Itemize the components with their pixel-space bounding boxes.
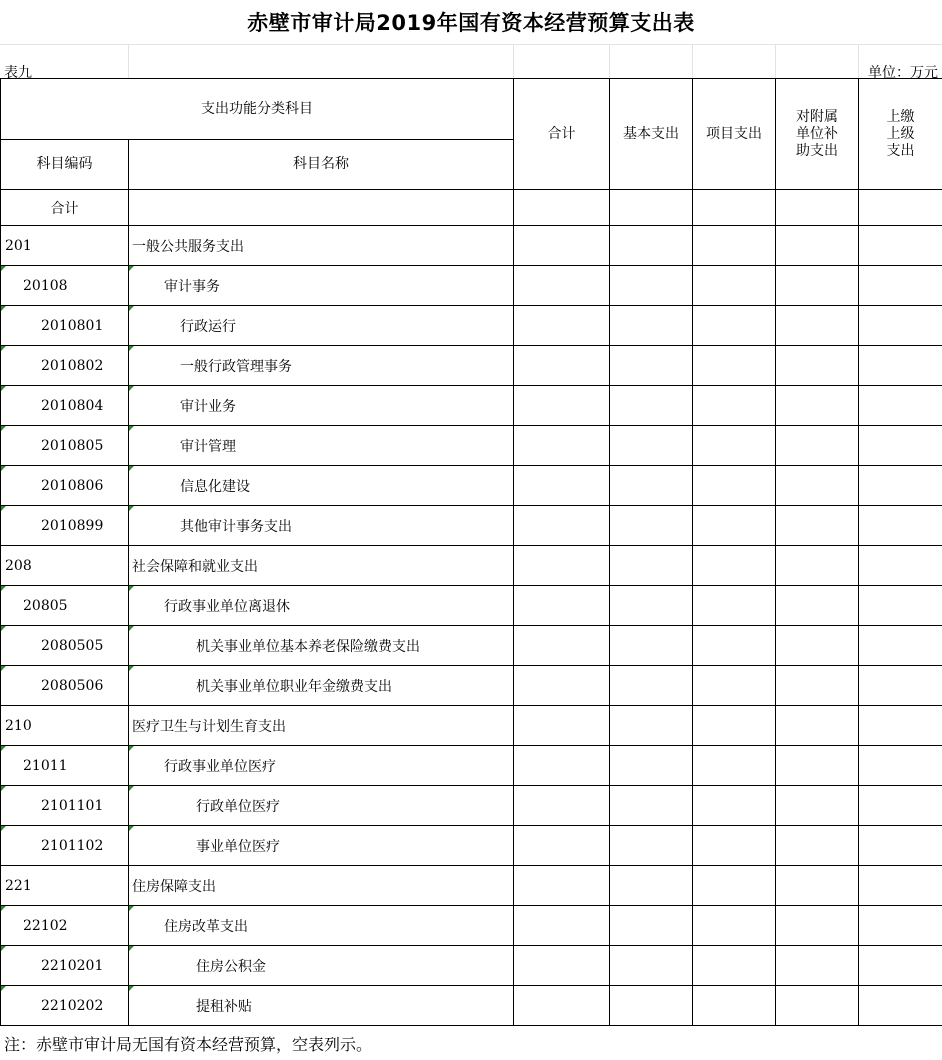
cell[interactable] bbox=[610, 226, 693, 266]
cell[interactable] bbox=[776, 306, 859, 346]
total-row-label: 合计 bbox=[1, 190, 129, 226]
cell[interactable] bbox=[514, 586, 610, 626]
row-name[interactable]: 住房公积金 bbox=[129, 946, 514, 986]
table-row bbox=[1, 786, 942, 826]
cell[interactable] bbox=[776, 546, 859, 586]
cell[interactable] bbox=[610, 386, 693, 426]
cell[interactable] bbox=[514, 226, 610, 266]
cell[interactable] bbox=[859, 906, 942, 946]
cell[interactable] bbox=[514, 946, 610, 986]
row-name[interactable]: 提租补贴 bbox=[129, 986, 514, 1026]
header-category-group: 支出功能分类科目 bbox=[1, 79, 514, 140]
note-text: 注：赤壁市审计局无国有资本经营预算，空表列示。 bbox=[4, 1035, 373, 1054]
total-row bbox=[1, 190, 942, 226]
row-code[interactable]: 2101102 bbox=[1, 826, 129, 866]
row-name[interactable]: 行政运行 bbox=[129, 306, 514, 346]
header-code: 科目编码 bbox=[1, 140, 129, 190]
row-name[interactable]: 事业单位医疗 bbox=[129, 826, 514, 866]
cell[interactable] bbox=[776, 226, 859, 266]
cell[interactable] bbox=[514, 626, 610, 666]
cell[interactable] bbox=[610, 706, 693, 746]
cell[interactable] bbox=[693, 786, 776, 826]
cell[interactable] bbox=[776, 426, 859, 466]
cell[interactable] bbox=[859, 746, 942, 786]
cell[interactable] bbox=[693, 986, 776, 1026]
cell[interactable] bbox=[776, 466, 859, 506]
cell[interactable] bbox=[693, 346, 776, 386]
row-code[interactable]: 2080506 bbox=[1, 666, 129, 706]
cell[interactable] bbox=[514, 190, 610, 226]
row-code[interactable]: 20805 bbox=[1, 586, 129, 626]
cell[interactable] bbox=[610, 306, 693, 346]
row-code[interactable]: 2010801 bbox=[1, 306, 129, 346]
row-name[interactable]: 审计事务 bbox=[129, 266, 514, 306]
row-name[interactable]: 行政事业单位离退休 bbox=[129, 586, 514, 626]
cell[interactable] bbox=[859, 946, 942, 986]
header-basic: 基本支出 bbox=[610, 79, 693, 190]
table-row bbox=[1, 466, 942, 506]
cell[interactable] bbox=[129, 190, 514, 226]
gridline bbox=[858, 44, 859, 78]
table-row bbox=[1, 706, 942, 746]
cell[interactable] bbox=[859, 826, 942, 866]
row-code[interactable]: 2010804 bbox=[1, 386, 129, 426]
cell[interactable] bbox=[776, 826, 859, 866]
row-name[interactable]: 一般公共服务支出 bbox=[129, 226, 514, 266]
cell[interactable] bbox=[776, 906, 859, 946]
cell[interactable] bbox=[776, 746, 859, 786]
cell[interactable] bbox=[693, 906, 776, 946]
row-name[interactable]: 住房保障支出 bbox=[129, 866, 514, 906]
cell[interactable] bbox=[859, 306, 942, 346]
gridline bbox=[128, 44, 129, 78]
header-remit bbox=[859, 79, 942, 190]
cell[interactable] bbox=[514, 546, 610, 586]
header-name: 科目名称 bbox=[129, 140, 514, 190]
cell[interactable] bbox=[859, 266, 942, 306]
cell[interactable] bbox=[693, 706, 776, 746]
row-code[interactable]: 2010806 bbox=[1, 466, 129, 506]
table-row bbox=[1, 906, 942, 946]
cell[interactable] bbox=[693, 266, 776, 306]
row-name[interactable]: 审计管理 bbox=[129, 426, 514, 466]
row-name[interactable]: 一般行政管理事务 bbox=[129, 346, 514, 386]
table-number: 表九 bbox=[4, 65, 32, 81]
row-code[interactable]: 2080505 bbox=[1, 626, 129, 666]
table-row bbox=[1, 306, 942, 346]
cell[interactable] bbox=[610, 746, 693, 786]
cell[interactable] bbox=[610, 826, 693, 866]
cell[interactable] bbox=[776, 266, 859, 306]
cell[interactable] bbox=[610, 786, 693, 826]
row-name[interactable]: 其他审计事务支出 bbox=[129, 506, 514, 546]
cell[interactable] bbox=[610, 466, 693, 506]
cell[interactable] bbox=[610, 506, 693, 546]
row-name[interactable]: 机关事业单位基本养老保险缴费支出 bbox=[129, 626, 514, 666]
gridline bbox=[609, 44, 610, 78]
cell[interactable] bbox=[514, 306, 610, 346]
table-row bbox=[1, 386, 942, 426]
cell[interactable] bbox=[514, 266, 610, 306]
table-row bbox=[1, 506, 942, 546]
header-remit-text: 上缴上级支出 bbox=[886, 108, 915, 159]
row-code[interactable]: 201 bbox=[1, 226, 129, 266]
row-code[interactable]: 20108 bbox=[1, 266, 129, 306]
cell[interactable] bbox=[514, 426, 610, 466]
gridline bbox=[775, 44, 776, 78]
cell[interactable] bbox=[610, 986, 693, 1026]
cell[interactable] bbox=[776, 586, 859, 626]
cell[interactable] bbox=[514, 826, 610, 866]
row-code[interactable]: 2010805 bbox=[1, 426, 129, 466]
cell[interactable] bbox=[776, 946, 859, 986]
cell[interactable] bbox=[693, 586, 776, 626]
meta-row bbox=[0, 44, 942, 81]
table-title: 赤壁市审计局2019年国有资本经营预算支出表 bbox=[0, 0, 942, 45]
cell[interactable] bbox=[693, 386, 776, 426]
row-name[interactable]: 信息化建设 bbox=[129, 466, 514, 506]
cell[interactable] bbox=[514, 346, 610, 386]
cell[interactable] bbox=[693, 506, 776, 546]
cell[interactable] bbox=[776, 190, 859, 226]
cell[interactable] bbox=[693, 946, 776, 986]
row-name[interactable]: 行政事业单位医疗 bbox=[129, 746, 514, 786]
row-code[interactable]: 2010802 bbox=[1, 346, 129, 386]
cell[interactable] bbox=[514, 666, 610, 706]
header-row-1 bbox=[1, 79, 942, 140]
cell[interactable] bbox=[610, 626, 693, 666]
row-name[interactable]: 医疗卫生与计划生育支出 bbox=[129, 706, 514, 746]
table-row bbox=[1, 986, 942, 1026]
header-subsidy bbox=[776, 79, 859, 190]
cell[interactable] bbox=[776, 786, 859, 826]
row-name[interactable]: 机关事业单位职业年金缴费支出 bbox=[129, 666, 514, 706]
cell[interactable] bbox=[776, 666, 859, 706]
cell[interactable] bbox=[776, 986, 859, 1026]
cell[interactable] bbox=[693, 866, 776, 906]
row-code[interactable]: 221 bbox=[1, 866, 129, 906]
cell[interactable] bbox=[859, 586, 942, 626]
cell[interactable] bbox=[693, 826, 776, 866]
cell[interactable] bbox=[776, 346, 859, 386]
cell[interactable] bbox=[610, 426, 693, 466]
row-name[interactable]: 审计业务 bbox=[129, 386, 514, 426]
row-code[interactable]: 210 bbox=[1, 706, 129, 746]
table-row bbox=[1, 866, 942, 906]
cell[interactable] bbox=[859, 786, 942, 826]
row-code[interactable]: 2101101 bbox=[1, 786, 129, 826]
cell[interactable] bbox=[859, 986, 942, 1026]
cell[interactable] bbox=[610, 586, 693, 626]
table-row bbox=[1, 666, 942, 706]
row-code[interactable]: 2210202 bbox=[1, 986, 129, 1026]
row-name[interactable]: 社会保障和就业支出 bbox=[129, 546, 514, 586]
cell[interactable] bbox=[859, 506, 942, 546]
cell[interactable] bbox=[859, 346, 942, 386]
note-row bbox=[0, 1026, 942, 1060]
cell[interactable] bbox=[514, 866, 610, 906]
cell[interactable] bbox=[610, 666, 693, 706]
cell[interactable] bbox=[776, 706, 859, 746]
cell[interactable] bbox=[693, 746, 776, 786]
unit-label: 单位：万元 bbox=[868, 65, 938, 81]
cell[interactable] bbox=[514, 746, 610, 786]
cell[interactable] bbox=[693, 426, 776, 466]
cell[interactable] bbox=[610, 346, 693, 386]
header-subsidy-text: 对附属单位补助支出 bbox=[796, 108, 838, 159]
row-code[interactable]: 22102 bbox=[1, 906, 129, 946]
cell[interactable] bbox=[859, 426, 942, 466]
table-row bbox=[1, 546, 942, 586]
cell[interactable] bbox=[514, 786, 610, 826]
cell[interactable] bbox=[514, 506, 610, 546]
cell[interactable] bbox=[514, 466, 610, 506]
cell[interactable] bbox=[610, 266, 693, 306]
cell[interactable] bbox=[859, 190, 942, 226]
row-code[interactable]: 2010899 bbox=[1, 506, 129, 546]
cell[interactable] bbox=[514, 986, 610, 1026]
cell[interactable] bbox=[693, 666, 776, 706]
cell[interactable] bbox=[859, 226, 942, 266]
header-total: 合计 bbox=[514, 79, 610, 190]
row-code[interactable]: 2210201 bbox=[1, 946, 129, 986]
cell[interactable] bbox=[693, 226, 776, 266]
cell[interactable] bbox=[693, 190, 776, 226]
cell[interactable] bbox=[859, 466, 942, 506]
cell[interactable] bbox=[514, 386, 610, 426]
cell[interactable] bbox=[693, 466, 776, 506]
table-row bbox=[1, 226, 942, 266]
table-row bbox=[1, 746, 942, 786]
row-code[interactable]: 21011 bbox=[1, 746, 129, 786]
row-name[interactable]: 行政单位医疗 bbox=[129, 786, 514, 826]
table-row bbox=[1, 626, 942, 666]
cell[interactable] bbox=[859, 386, 942, 426]
gridline bbox=[692, 44, 693, 78]
cell[interactable] bbox=[859, 546, 942, 586]
table-row bbox=[1, 586, 942, 626]
cell[interactable] bbox=[610, 866, 693, 906]
row-name[interactable]: 住房改革支出 bbox=[129, 906, 514, 946]
cell[interactable] bbox=[693, 546, 776, 586]
cell[interactable] bbox=[514, 706, 610, 746]
cell[interactable] bbox=[693, 626, 776, 666]
cell[interactable] bbox=[514, 906, 610, 946]
table-row bbox=[1, 946, 942, 986]
cell[interactable] bbox=[776, 626, 859, 666]
cell[interactable] bbox=[693, 306, 776, 346]
cell[interactable] bbox=[610, 906, 693, 946]
cell[interactable] bbox=[776, 506, 859, 546]
cell[interactable] bbox=[776, 386, 859, 426]
cell[interactable] bbox=[859, 666, 942, 706]
cell[interactable] bbox=[610, 946, 693, 986]
cell[interactable] bbox=[610, 546, 693, 586]
header-project: 项目支出 bbox=[693, 79, 776, 190]
table-row bbox=[1, 826, 942, 866]
cell[interactable] bbox=[859, 706, 942, 746]
row-code[interactable]: 208 bbox=[1, 546, 129, 586]
table-row bbox=[1, 346, 942, 386]
cell[interactable] bbox=[859, 626, 942, 666]
cell[interactable] bbox=[859, 866, 942, 906]
cell[interactable] bbox=[776, 866, 859, 906]
table-row bbox=[1, 426, 942, 466]
table-row bbox=[1, 266, 942, 306]
gridline bbox=[513, 44, 514, 78]
cell[interactable] bbox=[610, 190, 693, 226]
budget-table bbox=[0, 78, 942, 1026]
